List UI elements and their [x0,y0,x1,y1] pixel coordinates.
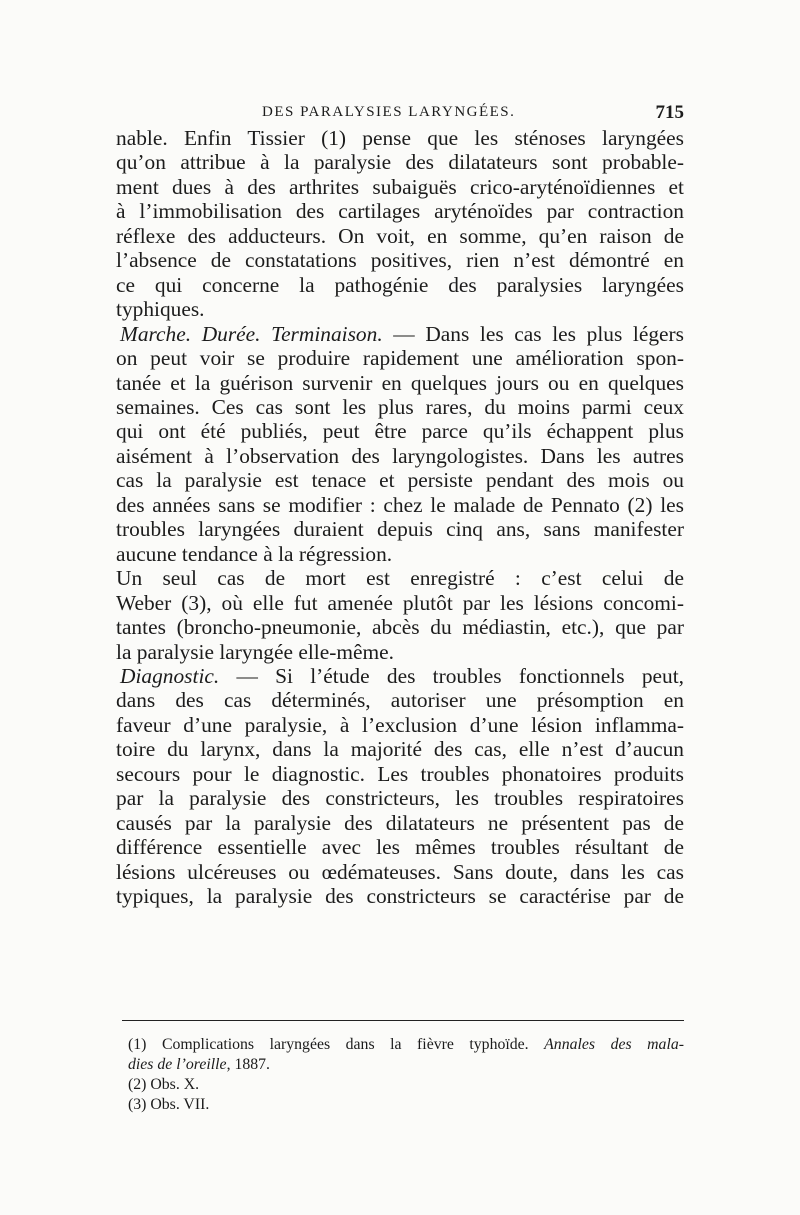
footnotes [128,1035,684,1115]
text-line: aucune tendance à la régression. [116,541,393,566]
text-line: dans des cas déterminés, autoriser une présomption en [116,688,684,713]
text-line: nable. Enfin Tissier (1) pense que les sténoses laryngées [116,126,684,150]
text-line: aisément à l’observation des laryngologistes. Dans les autres [116,443,684,468]
text-line: qu’on attribue à la paralysie des dilatateurs sont probable- [116,150,684,175]
text-line: l’absence de constatations positives, rien n’est démontré en [116,248,684,273]
text-line: tantes (broncho-pneumonie, abcès du médiastin, etc.), que par [116,615,684,640]
text-line: causés par la paralysie des dilatateurs ne présentent pas de [116,810,684,835]
running-title: DES PARALYSIES LARYNGÉES. [262,104,516,120]
footnote-divider [122,1020,684,1021]
footnote-2: (2) Obs. X. [128,1076,200,1093]
text-line: faveur d’une paralysie, à l’exclusion d’une lésion inflamma- [116,712,684,737]
footnote-line [128,1035,684,1055]
text-line: ce qui concerne la pathogénie des paralysies laryngées [116,272,684,297]
paragraph-mort [116,566,684,664]
footnote-1 [128,1035,684,1075]
text-line: typiques, la paralysie des constricteurs se caractérise par de [116,884,684,909]
text-line: différence essentielle avec les mêmes troubles résultant de [116,835,684,860]
text-line: par la paralysie des constricteurs, les troubles respiratoires [116,786,684,811]
text-line: troubles laryngées duraient depuis cinq ans, sans manifester [116,517,684,542]
text-line: à l’immobilisation des cartilages aryténoïdes par contraction [116,199,684,224]
text-line: semaines. Ces cas sont les plus rares, du moins parmi ceux [116,394,684,419]
paragraph-pathogenie [116,126,684,322]
text-line: des années sans se modifier : chez le malade de Pennato (2) les [116,492,684,517]
section-heading-marche: Marche. Durée. Terminaison. [120,321,383,346]
text-line: qui ont été publiés, peut être parce qu’ils échappent plus [116,419,684,444]
text-line: Un seul cas de mort est enregistré : c’est celui de [116,566,684,591]
heading-continuation: — Si l’étude des troubles fonctionnels peut, [219,663,684,688]
text-line: cas la paralysie est tenace et persiste pendant des mois ou [116,468,684,493]
journal-title: Annales des mala- [544,1036,685,1053]
paragraph-diagnostic [116,664,684,909]
paragraph-marche [116,322,684,567]
text-line: lésions ulcéreuses ou œdémateuses. Sans doute, dans les cas [116,859,684,884]
text-line: Weber (3), où elle fut amenée plutôt par les lésions concomi- [116,590,684,615]
footnote-text: (1) Complications laryngées dans la fièvre typhoïde. [128,1036,545,1053]
heading-continuation: — Dans les cas les plus légers [382,321,684,346]
text-line: secours pour le diagnostic. Les troubles phonatoires produits [116,761,684,786]
text-line: toire du larynx, dans la majorité des cas, elle n’est d’aucun [116,737,684,762]
text-line: tanée et la guérison survenir en quelques jours ou en quelques [116,370,684,395]
footnote-3: (3) Obs. VII. [128,1096,210,1113]
footnote-year: , 1887. [226,1056,271,1073]
text-line: réflexe des adducteurs. On voit, en somme, qu’en raison de [116,223,684,248]
page-number: 715 [655,102,684,123]
body-text [116,126,684,909]
text-line: ment dues à des arthrites subaiguës crico-aryténoïdiennes et [116,174,684,199]
text-line: typhiques. [116,297,205,322]
page-header [116,102,684,124]
footnote-line [128,1055,684,1075]
text-line [116,322,684,346]
section-heading-diagnostic: Diagnostic. [120,663,220,688]
text-line: on peut voir se produire rapidement une amélioration spon- [116,346,684,371]
journal-title-continued: dies de l’oreille [128,1056,227,1073]
text-line [116,664,684,688]
text-line: la paralysie laryngée elle-même. [116,639,394,664]
